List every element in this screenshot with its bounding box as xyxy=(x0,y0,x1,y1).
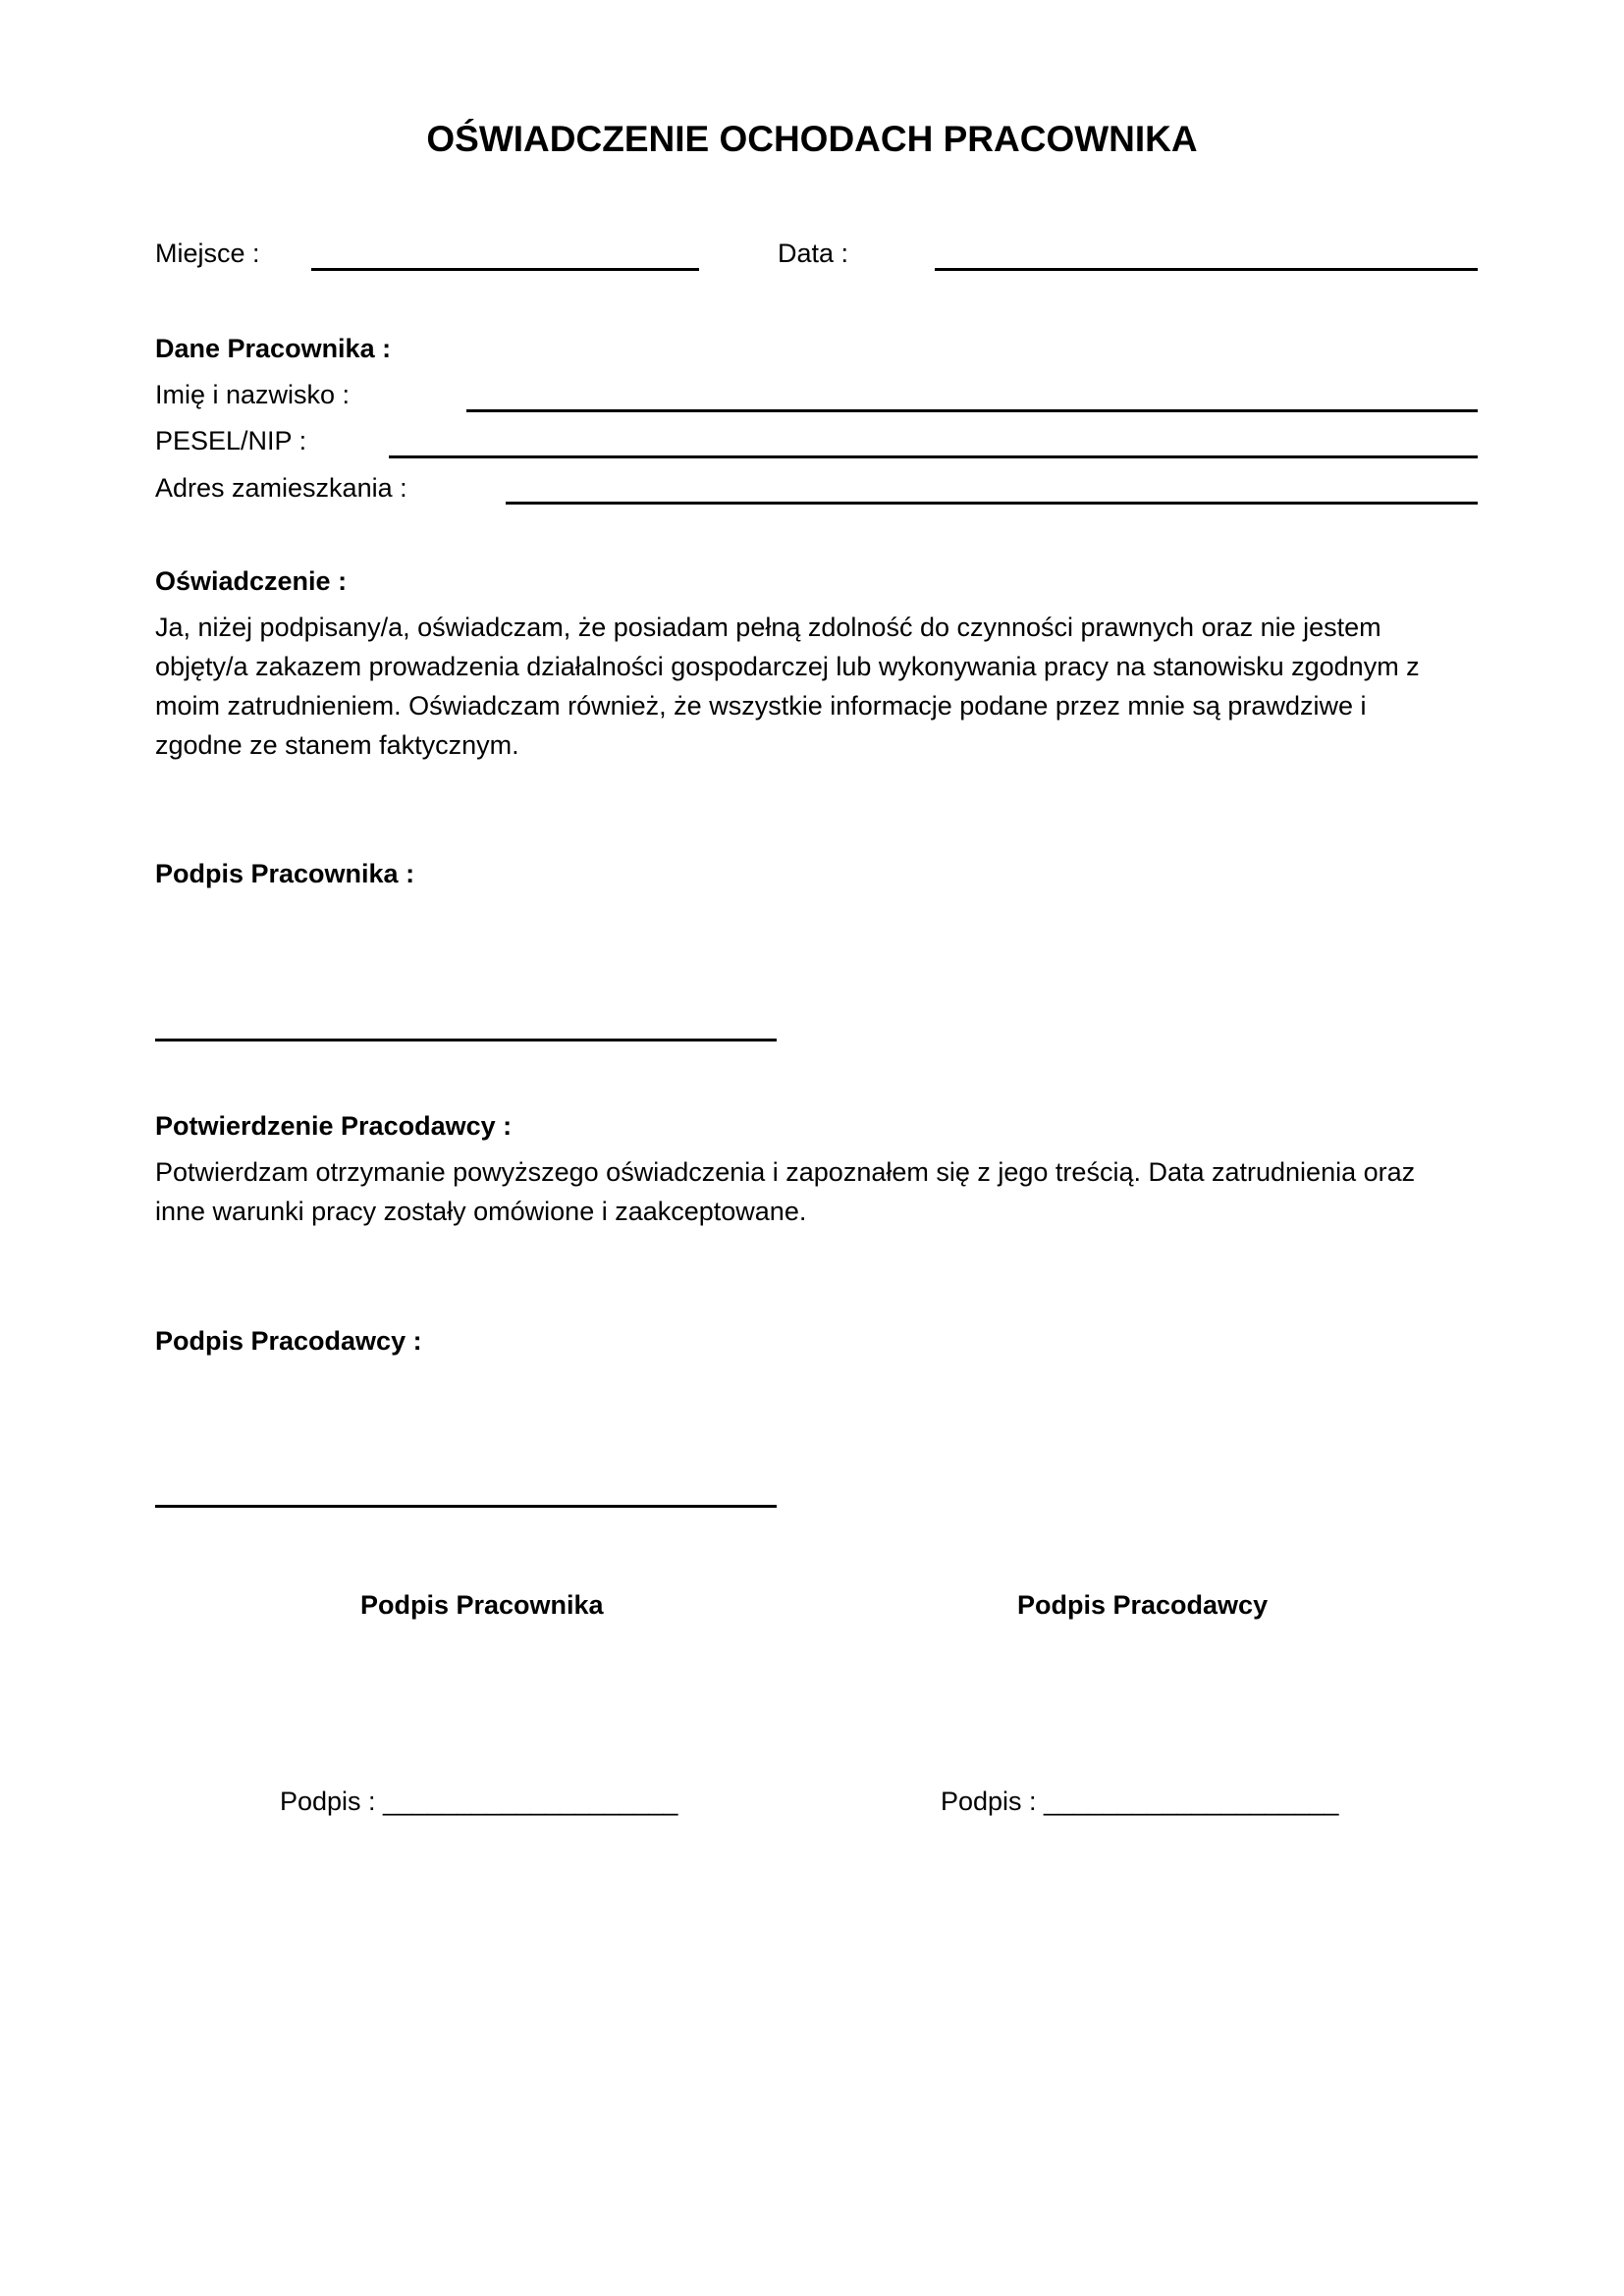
place-field-line[interactable] xyxy=(311,268,699,271)
address-field-line[interactable] xyxy=(506,502,1478,505)
statement-line: zgodne ze stanem faktycznym. xyxy=(155,730,519,760)
employee-signature-line[interactable] xyxy=(155,1039,777,1041)
date-field-line[interactable] xyxy=(935,268,1478,271)
statement-heading: Oświadczenie : xyxy=(155,566,348,596)
statement-text xyxy=(155,608,1490,765)
place-label: Miejsce : xyxy=(155,239,260,268)
name-label: Imię i nazwisko : xyxy=(155,380,351,409)
statement-line: moim zatrudnieniem. Oświadczam również, że wszystkie informacje podane przez mnie są prawdziwe i xyxy=(155,691,1367,721)
pesel-label: PESEL/NIP : xyxy=(155,426,307,455)
document-title: OŚWIADCZENIE OCHODACH PRACOWNIKA xyxy=(426,119,1198,159)
footer-employee-signature[interactable]: Podpis : ____________________ xyxy=(280,1787,678,1816)
employee-data-heading: Dane Pracownika : xyxy=(155,334,392,363)
employer-signature-line[interactable] xyxy=(155,1505,777,1508)
employee-signature-heading: Podpis Pracownika : xyxy=(155,859,415,888)
name-field-line[interactable] xyxy=(466,409,1478,412)
statement-line: Ja, niżej podpisany/a, oświadczam, że posiadam pełną zdolność do czynności prawnych oraz nie jestem xyxy=(155,613,1381,642)
employer-confirmation-text xyxy=(155,1152,1490,1231)
confirmation-line: inne warunki pracy zostały omówione i zaakceptowane. xyxy=(155,1197,807,1226)
address-label: Adres zamieszkania : xyxy=(155,473,407,503)
pesel-field-line[interactable] xyxy=(389,455,1478,458)
date-label: Data : xyxy=(778,239,849,268)
footer-employer-heading: Podpis Pracodawcy xyxy=(1017,1590,1269,1620)
footer-employee-heading: Podpis Pracownika xyxy=(360,1590,604,1620)
employer-signature-heading: Podpis Pracodawcy : xyxy=(155,1326,422,1356)
statement-line: objęty/a zakazem prowadzenia działalności gospodarczej lub wykonywania pracy na stanowisku zgodnym z xyxy=(155,652,1420,681)
footer-employer-signature[interactable]: Podpis : ____________________ xyxy=(941,1787,1339,1816)
confirmation-line: Potwierdzam otrzymanie powyższego oświadczenia i zapoznałem się z jego treścią. Data zatrudnienia oraz xyxy=(155,1157,1416,1187)
employer-confirmation-heading: Potwierdzenie Pracodawcy : xyxy=(155,1111,513,1141)
